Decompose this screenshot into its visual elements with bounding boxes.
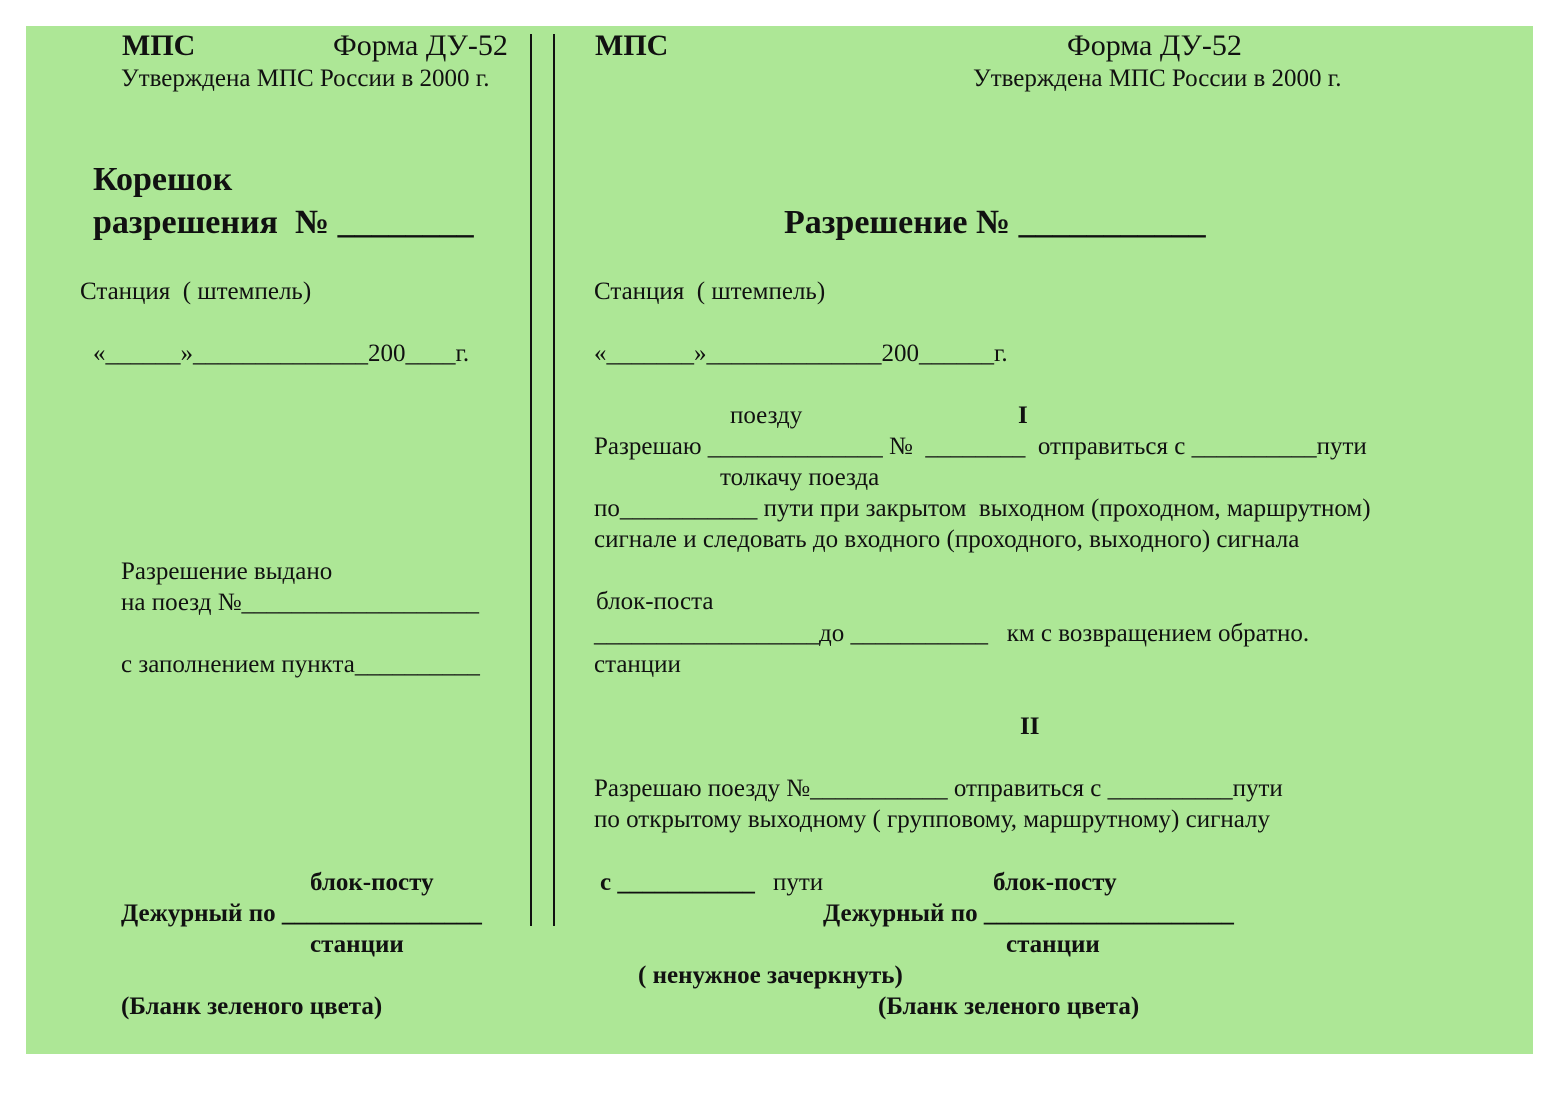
section1-numeral: I xyxy=(1018,402,1028,429)
section1-line2: по___________ пути при закрытом выходном (проходном, маршрутном) xyxy=(594,495,1371,522)
stub-title-line2: разрешения № ________ xyxy=(93,204,474,241)
section1-line4-below: станции xyxy=(594,651,681,678)
section2-line1: Разрешаю поезду №___________ отправиться с __________пути xyxy=(594,775,1283,802)
section1-line4-above: блок-поста xyxy=(596,588,714,615)
stub-duty-main: Дежурный по ________________ xyxy=(121,900,482,927)
stub-station: Станция ( штемпель) xyxy=(80,278,312,305)
permit-duty-bottom: станции xyxy=(1006,931,1100,958)
cut-line-left xyxy=(530,34,532,926)
permit-date: «_______»______________200______г. xyxy=(594,340,1008,367)
permit-org: МПС xyxy=(595,29,669,62)
section1-above: поезду xyxy=(730,402,803,429)
section1-line3: сигнале и следовать до входного (проходного, выходного) сигнала xyxy=(594,526,1300,553)
stub-org: МПС xyxy=(122,29,196,62)
section2-numeral: II xyxy=(1020,713,1040,740)
stub-issued-line1: Разрешение выдано xyxy=(121,558,333,585)
stub-duty-top: блок-посту xyxy=(310,869,434,896)
permit-duty-top: блок-посту xyxy=(993,869,1117,896)
permit-track-word: пути xyxy=(773,869,824,896)
stub-approved: Утверждена МПС России в 2000 г. xyxy=(121,65,490,92)
stub-fill-point: с заполнением пункта__________ xyxy=(121,651,480,678)
stub-duty-bottom: станции xyxy=(310,931,404,958)
section1-line4: __________________до ___________ км с возвращением обратно. xyxy=(594,620,1310,647)
cut-line-right xyxy=(553,34,555,926)
permit-approved: Утверждена МПС России в 2000 г. xyxy=(973,65,1342,92)
permit-duty-main: Дежурный по ____________________ xyxy=(823,900,1234,927)
permit-station: Станция ( штемпель) xyxy=(594,278,826,305)
permit-blank-note: (Бланк зеленого цвета) xyxy=(878,993,1140,1020)
stub-form-number: Форма ДУ-52 xyxy=(333,29,508,62)
stub-date: «______»______________200____г. xyxy=(93,340,470,367)
permit-track-from: с ___________ xyxy=(600,869,755,896)
section1-line1: Разрешаю ______________ № ________ отправиться с __________пути xyxy=(594,433,1367,460)
permit-strike-note: ( ненужное зачеркнуть) xyxy=(638,962,903,989)
stub-issued-line2: на поезд №___________________ xyxy=(121,589,480,616)
permit-form-number: Форма ДУ-52 xyxy=(1067,29,1242,62)
stub-blank-note: (Бланк зеленого цвета) xyxy=(121,993,383,1020)
permit-title: Разрешение № ___________ xyxy=(784,204,1206,241)
section1-below: толкачу поезда xyxy=(720,464,880,491)
section2-line2: по открытому выходному ( групповому, маршрутному) сигналу xyxy=(594,806,1271,833)
stub-title-line1: Корешок xyxy=(93,161,233,198)
